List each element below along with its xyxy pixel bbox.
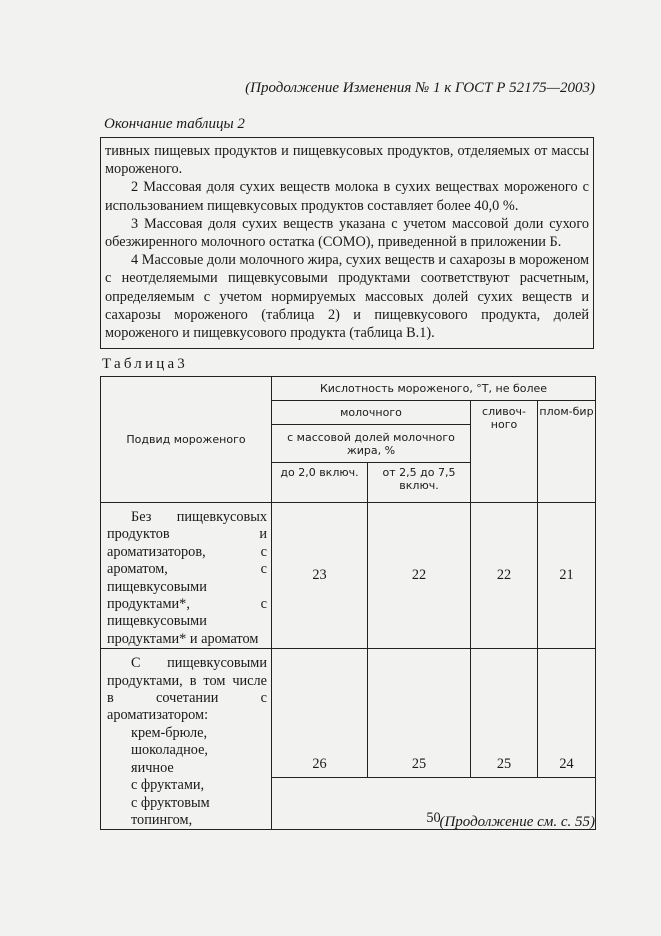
table2-end-caption: Окончание таблицы 2 xyxy=(104,116,245,132)
row2-label-main: С пищевкусовыми продуктами, в том числе в сочетании с ароматизатором: xyxy=(107,655,267,724)
row2-label xyxy=(101,649,272,777)
header-col-low: до 2,0 включ. xyxy=(272,463,368,503)
page-header: (Продолжение Изменения № 1 к ГОСТ Р 52175—2003) xyxy=(245,80,595,96)
note-2: 2 Массовая доля сухих веществ молока в сухих веществах мороженого с использованием пищевкусовых продуктов составляет более 40,0 %. xyxy=(105,179,589,214)
header-acidity: Кислотность мороженого, °Т, не более xyxy=(272,377,596,401)
row2-low: 26 xyxy=(272,649,368,777)
header-plombir: плом-бир xyxy=(538,401,596,503)
row1-label xyxy=(101,503,272,649)
row2-item-2: шоколадное, xyxy=(131,742,208,759)
row1-low: 23 xyxy=(272,503,368,649)
row1-plombir: 21 xyxy=(538,503,596,649)
header-fat-share: с массовой долей молочного жира, % xyxy=(272,425,471,463)
row3-item-1: с фруктами, xyxy=(131,777,205,794)
row2-plombir: 24 xyxy=(538,649,596,777)
page-footer: (Продолжение см. с. 55) xyxy=(439,814,595,830)
header-subtype: Подвид мороженого xyxy=(101,377,272,503)
row1-cream: 22 xyxy=(471,503,538,649)
row2-item-3: яичное xyxy=(131,759,174,776)
header-milk: молочного xyxy=(272,401,471,425)
row2-cream: 25 xyxy=(471,649,538,777)
note-4: 4 Массовые доли молочного жира, сухих веществ и сахарозы в мороженом с неотделяемыми пищевкусовыми продуктами соответствуют расчетным, определяемым с учетом нормируемых массовых долей сухих веществ и сахарозы мороженого (таблица 2) и пищевкусового продукта, долей мороженого и пищевкусового продукта (таблица В.1). xyxy=(105,252,589,342)
header-cream: сливоч-ного xyxy=(471,401,538,503)
row1-label-text: Без пищевкусовых продуктов и ароматизаторов, с ароматом, с пищевкусовыми продуктами*, с пищевкусовыми продуктами* и ароматом xyxy=(107,509,267,647)
row3-item-2: с фруктовым топингом, xyxy=(131,794,210,828)
note-continuation: тивных пищевых продуктов и пищевкусовых продуктов, отделяемых от массы мороженого. xyxy=(105,143,589,178)
table2-notes xyxy=(100,137,594,349)
row2-high: 25 xyxy=(368,649,471,777)
row1-high: 22 xyxy=(368,503,471,649)
row3-merged-value: 50 xyxy=(272,777,596,830)
note-3: 3 Массовая доля сухих веществ указана с учетом массовой доли сухого обезжиренного молочного остатка (СОМО), приведенной в приложении Б. xyxy=(105,215,589,251)
table3-caption: Таблица3 xyxy=(102,356,189,372)
header-col-high: от 2,5 до 7,5 включ. xyxy=(368,463,471,503)
row3-label xyxy=(101,777,272,830)
row2-item-1: крем-брюле, xyxy=(131,724,208,741)
table3 xyxy=(100,376,596,830)
